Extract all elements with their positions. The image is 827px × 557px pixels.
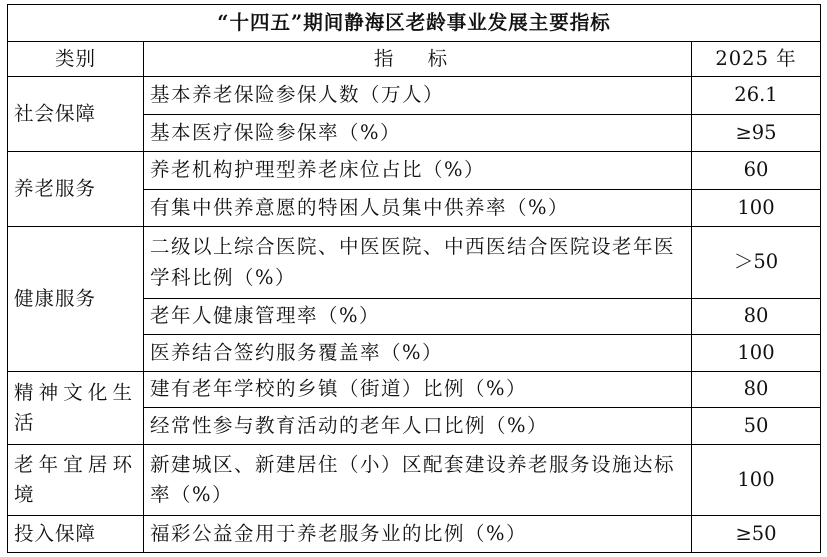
value-cell: 80	[692, 372, 821, 408]
indicator-cell: 新建城区、新建居住（小）区配套建设养老服务设施达标率（%）	[144, 445, 692, 516]
indicators-table	[7, 4, 821, 553]
table-row	[8, 152, 821, 190]
indicator-cell: 福彩公益金用于养老服务业的比例（%）	[144, 516, 692, 553]
indicator-cell: 有集中供养意愿的特困人员集中供养率（%）	[144, 190, 692, 227]
value-cell: 80	[692, 299, 821, 335]
value-cell: ≥95	[692, 115, 821, 152]
table-title-row	[8, 5, 821, 42]
category-cell-investment: 投入保障	[8, 516, 144, 553]
category-cell-cultural-life: 精神文化生活	[8, 372, 144, 445]
value-cell: 50	[692, 408, 821, 445]
value-cell: 100	[692, 190, 821, 227]
indicator-cell: 二级以上综合医院、中医医院、中西医结合医院设老年医学科比例（%）	[144, 227, 692, 299]
header-indicator: 指 标	[144, 42, 692, 77]
table-title: “十四五”期间静海区老龄事业发展主要指标	[8, 5, 821, 42]
table-header-row	[8, 42, 821, 77]
table-row	[8, 372, 821, 408]
header-target-2025: 2025 年	[692, 42, 821, 77]
indicator-cell: 养老机构护理型养老床位占比（%）	[144, 152, 692, 190]
value-cell: 26.1	[692, 77, 821, 115]
indicator-cell: 建有老年学校的乡镇（街道）比例（%）	[144, 372, 692, 408]
value-cell: 60	[692, 152, 821, 190]
value-cell: 100	[692, 335, 821, 372]
category-cell-social-security: 社会保障	[8, 77, 144, 152]
value-cell: ＞50	[692, 227, 821, 299]
category-cell-livable-environment: 老年宜居环境	[8, 445, 144, 516]
table-row	[8, 445, 821, 516]
indicator-cell: 医养结合签约服务覆盖率（%）	[144, 335, 692, 372]
indicator-cell: 基本养老保险参保人数（万人）	[144, 77, 692, 115]
header-category: 类别	[8, 42, 144, 77]
category-cell-health-services: 健康服务	[8, 227, 144, 372]
indicator-cell: 基本医疗保险参保率（%）	[144, 115, 692, 152]
value-cell: 100	[692, 445, 821, 516]
table-row	[8, 227, 821, 299]
table-row	[8, 77, 821, 115]
value-cell: ≥50	[692, 516, 821, 553]
indicator-cell: 老年人健康管理率（%）	[144, 299, 692, 335]
indicator-cell: 经常性参与教育活动的老年人口比例（%）	[144, 408, 692, 445]
table-row	[8, 516, 821, 553]
category-cell-elderly-care: 养老服务	[8, 152, 144, 227]
